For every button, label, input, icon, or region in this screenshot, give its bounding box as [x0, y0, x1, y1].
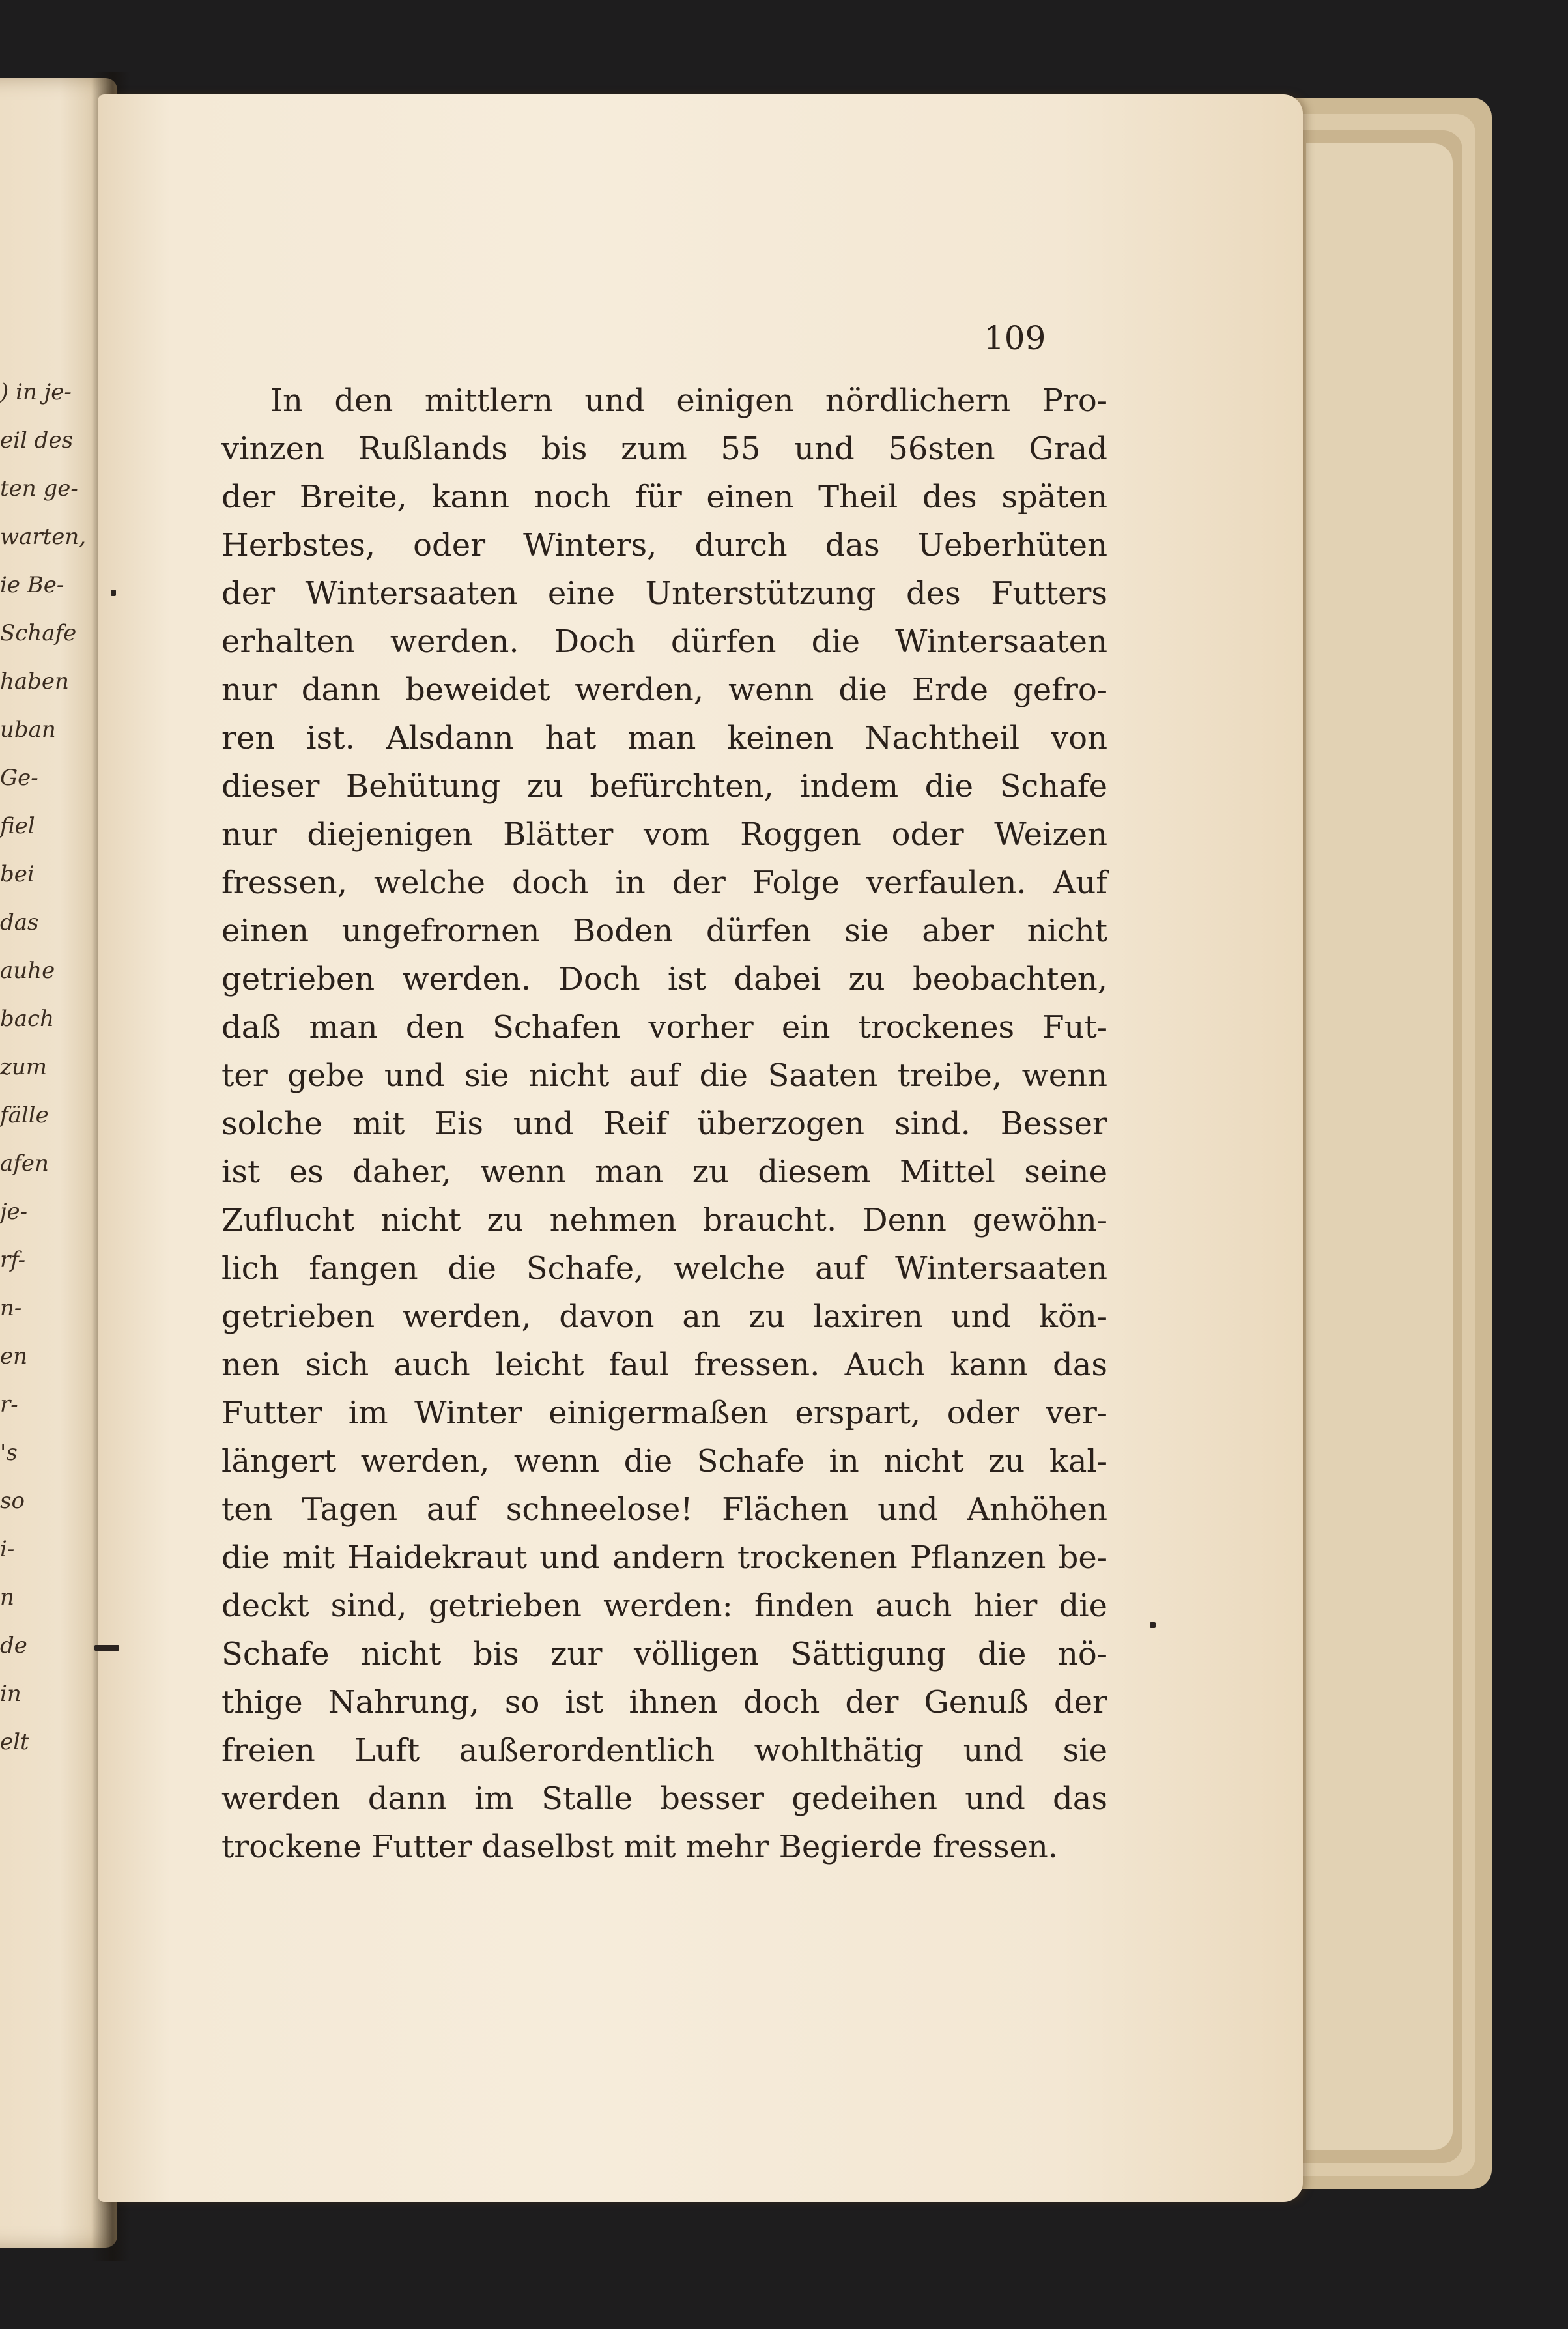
text-line: die mit Haidekraut und andern trockenen Pflanzen be-: [221, 1539, 1107, 1576]
facing-text-fragment: das: [0, 909, 39, 936]
recto-page: [98, 94, 1303, 2202]
facing-text-fragment: n-: [0, 1295, 22, 1321]
facing-text-fragment: rf-: [0, 1247, 26, 1273]
facing-text-fragment: auhe: [0, 958, 55, 984]
facing-text-fragment: Schafe: [0, 620, 77, 646]
text-line: Futter im Winter einigermaßen erspart, oder ver-: [221, 1395, 1107, 1431]
facing-text-fragment: 's: [0, 1440, 18, 1466]
facing-text-fragment: en: [0, 1343, 28, 1369]
text-line: werden dann im Stalle besser gedeihen und das: [221, 1780, 1107, 1817]
text-line: lich fangen die Schafe, welche auf Wintersaaten: [221, 1250, 1107, 1287]
text-line: deckt sind, getrieben werden: finden auch hier die: [221, 1588, 1107, 1624]
facing-text-fragment: in: [0, 1681, 21, 1707]
facing-text-fragment: afen: [0, 1150, 49, 1177]
text-line: fressen, welche doch in der Folge verfaulen. Auf: [221, 864, 1107, 901]
text-line: thige Nahrung, so ist ihnen doch der Genuß der: [221, 1684, 1107, 1721]
facing-text-fragment: bach: [0, 1006, 54, 1032]
facing-text-fragment: warten,: [0, 524, 87, 550]
facing-text-fragment: fälle: [0, 1102, 49, 1128]
text-line: getrieben werden, davon an zu laxiren und kön-: [221, 1298, 1107, 1335]
text-line: In den mittlern und einigen nördlichern Pro-: [270, 382, 1107, 419]
facing-text-fragment: zum: [0, 1054, 48, 1080]
text-line: der Wintersaaten eine Unterstützung des Futters: [221, 575, 1107, 612]
facing-text-fragment: haben: [0, 668, 69, 694]
facing-text-fragment: n: [0, 1584, 14, 1610]
text-line: vinzen Rußlands bis zum 55 und 56sten Grad: [221, 431, 1107, 467]
text-line: ist es daher, wenn man zu diesem Mittel seine: [221, 1154, 1107, 1190]
text-line: ter gebe und sie nicht auf die Saaten treibe, wenn: [221, 1057, 1107, 1094]
facing-text-fragment: bei: [0, 861, 35, 887]
text-line: nen sich auch leicht faul fressen. Auch kann das: [221, 1347, 1107, 1383]
body-text: [221, 377, 1107, 1871]
facing-text-fragment: fiel: [0, 813, 35, 839]
text-line: erhalten werden. Doch dürfen die Wintersaaten: [221, 623, 1107, 660]
facing-text-fragment: Ge-: [0, 765, 38, 791]
facing-text-fragment: ) in je-: [0, 379, 72, 405]
facing-text-fragment: de: [0, 1633, 27, 1659]
text-line: getrieben werden. Doch ist dabei zu beobachten,: [221, 961, 1107, 997]
text-line: einen ungefrornen Boden dürfen sie aber nicht: [221, 913, 1107, 949]
facing-text-fragment: ten ge-: [0, 476, 78, 502]
text-line: trockene Futter daselbst mit mehr Begierde fressen.: [221, 1829, 1059, 1865]
facing-page-text: [0, 368, 87, 1766]
text-line: daß man den Schafen vorher ein trockenes Fut-: [221, 1009, 1107, 1046]
facing-text-fragment: ie Be-: [0, 572, 64, 598]
page-edge: [1306, 143, 1453, 2150]
text-line: solche mit Eis und Reif überzogen sind. Besser: [221, 1106, 1107, 1142]
text-line: Zuflucht nicht zu nehmen braucht. Denn gewöhn-: [221, 1202, 1107, 1238]
facing-text-fragment: eil des: [0, 427, 74, 453]
facing-text-fragment: je-: [0, 1199, 28, 1225]
text-line: freien Luft außerordentlich wohlthätig und sie: [221, 1732, 1107, 1769]
text-line: der Breite, kann noch für einen Theil des späten: [221, 479, 1107, 515]
text-line: Schafe nicht bis zur völligen Sättigung die nö-: [221, 1636, 1107, 1672]
ink-fleck: [94, 1645, 119, 1651]
ink-fleck: [1150, 1622, 1156, 1628]
text-line: nur diejenigen Blätter vom Roggen oder Weizen: [221, 816, 1107, 853]
facing-text-fragment: r-: [0, 1392, 18, 1418]
ink-fleck: [111, 590, 116, 596]
text-line: Herbstes, oder Winters, durch das Ueberhüten: [221, 527, 1107, 564]
facing-text-fragment: so: [0, 1488, 25, 1514]
text-line: dieser Behütung zu befürchten, indem die Schafe: [221, 768, 1107, 805]
page-number: 109: [984, 319, 1046, 357]
text-line: ten Tagen auf schneelose! Flächen und Anhöhen: [221, 1491, 1107, 1528]
text-line: nur dann beweidet werden, wenn die Erde gefro-: [221, 672, 1107, 708]
text-line: ren ist. Alsdann hat man keinen Nachtheil von: [221, 720, 1107, 756]
text-line: längert werden, wenn die Schafe in nicht zu kal-: [221, 1443, 1107, 1479]
facing-text-fragment: i-: [0, 1536, 15, 1562]
facing-text-fragment: uban: [0, 717, 56, 743]
facing-text-fragment: elt: [0, 1729, 29, 1755]
